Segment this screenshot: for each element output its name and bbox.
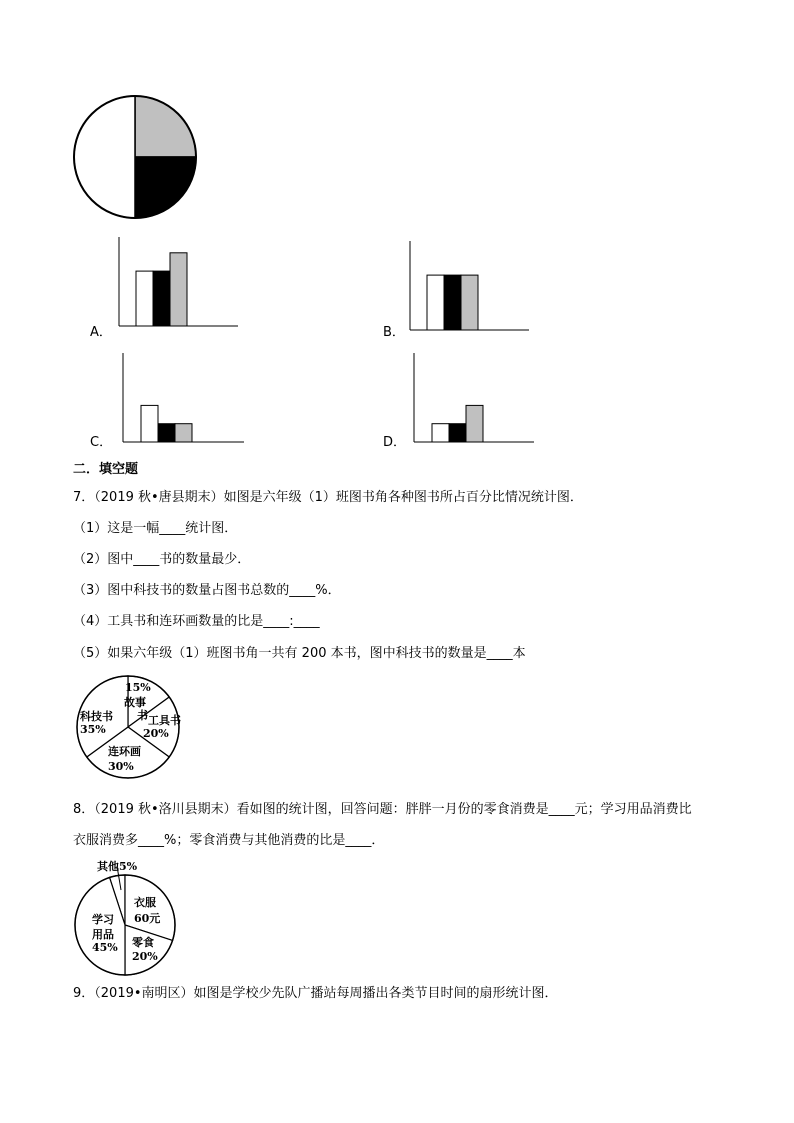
q7-item-1: （1）这是一幅____统计图． [73, 521, 238, 536]
q8-label-clothes-amt: 60元 [134, 912, 161, 925]
q7-label-comics-pct: 30% [108, 760, 134, 773]
q7-item-2: （2）图中____书的数量最少． [73, 552, 251, 567]
q7-label-tech: 科技书 [80, 710, 113, 723]
q8-label-study-a: 学习 [92, 913, 114, 926]
q8-line-1: 8．（2019 秋•洛川县期末）看如图的统计图，回答问题：胖胖一月份的零食消费是____元；学习用品消费比 [73, 802, 692, 817]
section-title: 二．填空题 [73, 462, 139, 477]
q7-label-tools-pct: 20% [143, 727, 169, 740]
q7-label-story-a: 故事 [124, 696, 146, 709]
q7-item-5: （5）如果六年级（1）班图书角一共有 200 本书，图中科技书的数量是____本 [73, 646, 526, 661]
option-c-label[interactable]: C． [90, 435, 113, 450]
q8-label-snack: 零食 [132, 936, 154, 949]
q8-label-snack-pct: 20% [132, 950, 158, 963]
q8-label-study-b: 用品 [92, 928, 114, 941]
q7-label-comics: 连环画 [108, 745, 141, 758]
option-a-label[interactable]: A． [90, 325, 112, 340]
q8-line-2: 衣服消费多____%；零食消费与其他消费的比是____． [73, 833, 385, 848]
q7-label-tools: 工具书 [148, 714, 181, 727]
q7-item-3: （3）图中科技书的数量占图书总数的____%． [73, 583, 341, 598]
q8-label-clothes: 衣服 [134, 896, 156, 909]
option-d-label[interactable]: D． [383, 435, 407, 450]
q7-label-tech-pct: 35% [80, 723, 106, 736]
option-b-label[interactable]: B． [383, 325, 405, 340]
q7-item-4: （4）工具书和连环画数量的比是____:____ [73, 614, 320, 629]
q8-label-other: 其他5% [97, 860, 138, 873]
q9-stem: 9．（2019•南明区）如图是学校少先队广播站每周播出各类节目时间的扇形统计图． [73, 986, 558, 1001]
q7-label-story-b: 书 [137, 709, 148, 722]
q8-label-study-pct: 45% [92, 941, 118, 954]
q7-stem: 7．（2019 秋•唐县期末）如图是六年级（1）班图书角各种图书所占百分比情况统计图． [73, 490, 583, 505]
q7-label-story-pct: 15% [125, 681, 151, 694]
